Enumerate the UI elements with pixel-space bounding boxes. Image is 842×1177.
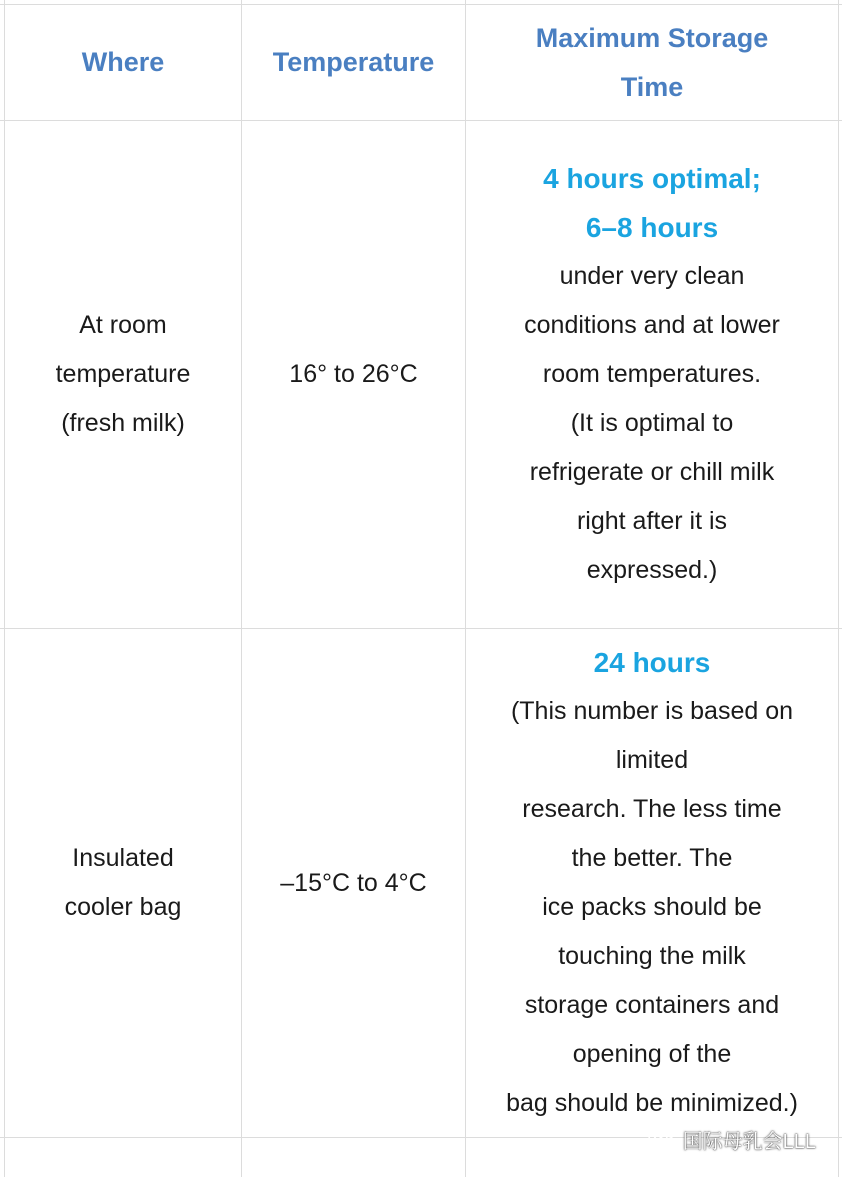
storage-detail: limited [615, 746, 689, 774]
header-storage-line: Maximum Storage [535, 22, 769, 53]
where-line: temperature [55, 360, 191, 388]
header-storage-time [466, 5, 838, 120]
header-where-label: Where [81, 47, 165, 77]
storage-highlight: 24 hours [593, 647, 711, 678]
storage-detail: the better. The [571, 844, 733, 872]
storage-detail: bag should be minimized.) [506, 1089, 798, 1117]
watermark [647, 1125, 816, 1154]
where-line: At room [79, 311, 167, 339]
row1-temperature [242, 121, 465, 628]
wechat-icon [647, 1130, 677, 1150]
storage-detail: (This number is based on [510, 697, 794, 725]
row2-temperature [242, 629, 465, 1137]
storage-detail: research. The less time [522, 795, 782, 823]
grid-line [838, 0, 839, 1177]
storage-detail: touching the milk [558, 942, 746, 970]
storage-detail: opening of the [572, 1040, 732, 1068]
row1-where [5, 121, 241, 628]
storage-detail: (It is optimal to [570, 409, 734, 437]
storage-detail: ice packs should be [542, 893, 762, 921]
where-line: Insulated [72, 844, 174, 872]
storage-detail: refrigerate or chill milk [529, 458, 775, 486]
storage-detail: right after it is [576, 507, 728, 535]
storage-detail: storage containers and [524, 991, 780, 1019]
storage-detail: under very clean [559, 262, 745, 290]
watermark-text: 国际母乳会LLL [682, 1131, 816, 1153]
header-storage-line: Time [620, 71, 684, 102]
row1-storage-time [466, 121, 838, 628]
header-temperature [242, 5, 465, 120]
header-where [5, 5, 241, 120]
storage-highlight: 4 hours optimal; [543, 163, 761, 194]
where-line: cooler bag [64, 893, 182, 921]
temperature-value: –15°C to 4°C [280, 868, 427, 897]
storage-detail: conditions and at lower [524, 311, 780, 339]
temperature-value: 16° to 26°C [289, 360, 418, 388]
row2-where [5, 629, 241, 1137]
row2-storage-time [466, 629, 838, 1137]
where-line: (fresh milk) [61, 409, 185, 437]
header-temperature-label: Temperature [272, 47, 435, 77]
storage-detail: expressed.) [586, 556, 718, 584]
storage-highlight: 6–8 hours [585, 212, 719, 243]
storage-detail: room temperatures. [542, 360, 762, 388]
